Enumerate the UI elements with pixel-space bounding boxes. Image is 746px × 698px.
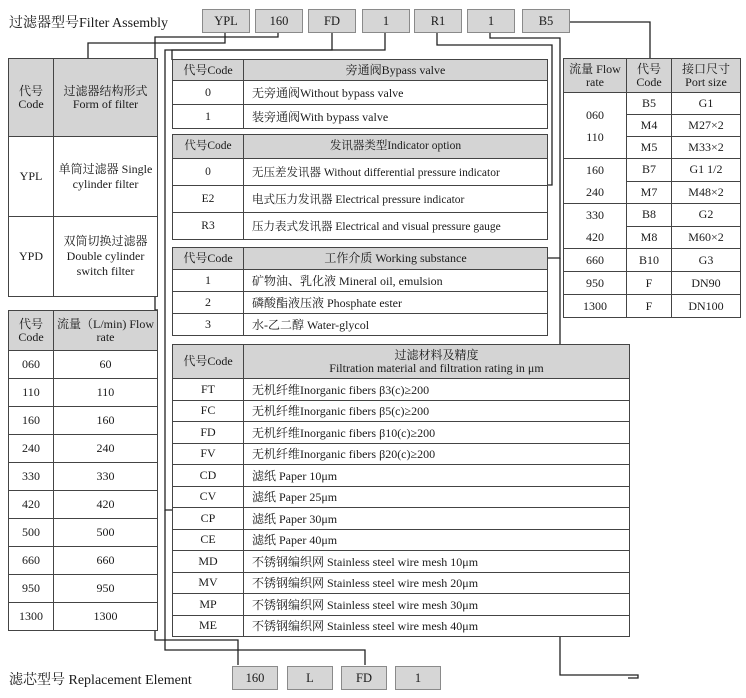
port-header-code: 代号 Code	[627, 59, 672, 93]
material-code: MD	[173, 551, 244, 573]
flow-code: 1300	[9, 603, 54, 631]
table-row	[9, 575, 158, 603]
material-code: FC	[173, 400, 244, 422]
flow-code: 160	[9, 407, 54, 435]
table-row	[9, 217, 158, 297]
material-code: CP	[173, 508, 244, 530]
replacement-code-type: L	[287, 666, 333, 690]
material-desc: 滤纸 Paper 40μm	[244, 529, 630, 551]
port-code: F	[627, 295, 672, 318]
table-row	[173, 270, 548, 292]
port-code: M8	[627, 226, 672, 249]
table-row	[173, 379, 630, 401]
port-size: M33×2	[672, 137, 741, 159]
material-table	[172, 344, 630, 637]
flow-value: 60	[54, 351, 158, 379]
flow-value: 110	[54, 379, 158, 407]
table-row	[173, 508, 630, 530]
form-header-desc: 过滤器结构形式 Form of filter	[54, 59, 158, 137]
table-row	[564, 272, 741, 295]
material-header-code: 代号Code	[173, 345, 244, 379]
code-box-indicator: R1	[414, 9, 462, 33]
material-code: MV	[173, 572, 244, 594]
working-header-code: 代号Code	[173, 248, 244, 270]
flow-code: 950	[9, 575, 54, 603]
material-desc: 滤纸 Paper 10μm	[244, 465, 630, 487]
material-code: ME	[173, 615, 244, 637]
table-row	[9, 435, 158, 463]
port-flow-cell	[564, 295, 627, 318]
table-row	[564, 249, 741, 272]
material-desc: 无机纤维Inorganic fibers β10(c)≥200	[244, 422, 630, 444]
code-box-bypass: 1	[362, 9, 410, 33]
table-row	[173, 105, 548, 129]
flow-value: 660	[54, 547, 158, 575]
port-code: B5	[627, 93, 672, 115]
material-desc: 无机纤维Inorganic fibers β5(c)≥200	[244, 400, 630, 422]
replacement-code-material: FD	[341, 666, 387, 690]
flow-value: 420	[54, 491, 158, 519]
material-header-desc-cn: 过滤材料及精度	[394, 347, 479, 362]
table-row	[173, 400, 630, 422]
port-code: F	[627, 272, 672, 295]
flow-value: 950	[54, 575, 158, 603]
port-flow-cell	[564, 204, 627, 249]
table-row	[173, 443, 630, 465]
material-code: FV	[173, 443, 244, 465]
flow-table	[8, 310, 158, 631]
table-row	[9, 519, 158, 547]
port-flow-cell	[564, 249, 627, 272]
bypass-code: 1	[173, 105, 244, 129]
indicator-table	[172, 134, 548, 240]
material-code: MP	[173, 594, 244, 616]
port-header-flow: 流量 Flow rate	[564, 59, 627, 93]
working-code: 1	[173, 270, 244, 292]
material-code: FD	[173, 422, 244, 444]
table-row	[173, 314, 548, 336]
bypass-code: 0	[173, 81, 244, 105]
indicator-desc: 无压差发讯器 Without differential pressure indicator	[244, 159, 548, 186]
port-size: M60×2	[672, 226, 741, 249]
flow-code: 420	[9, 491, 54, 519]
bypass-desc: 无旁通阀Without bypass valve	[244, 81, 548, 105]
port-size: DN100	[672, 295, 741, 318]
port-code: B8	[627, 204, 672, 227]
table-row	[564, 295, 741, 318]
replacement-title: 滤芯型号 Replacement Element	[9, 673, 192, 688]
form-header-code: 代号 Code	[9, 59, 54, 137]
material-desc: 不锈钢编织网 Stainless steel wire mesh 20μm	[244, 572, 630, 594]
port-flow: 060	[586, 107, 604, 122]
table-row	[173, 159, 548, 186]
indicator-code: E2	[173, 186, 244, 213]
material-code: CD	[173, 465, 244, 487]
flow-value: 160	[54, 407, 158, 435]
port-code: M7	[627, 181, 672, 204]
material-desc: 无机纤维Inorganic fibers β20(c)≥200	[244, 443, 630, 465]
flow-value: 240	[54, 435, 158, 463]
form-desc: 单筒过滤器 Single cylinder filter	[54, 137, 158, 217]
table-row	[9, 547, 158, 575]
material-desc: 不锈钢编织网 Stainless steel wire mesh 40μm	[244, 615, 630, 637]
port-flow: 110	[586, 129, 604, 144]
table-row	[9, 407, 158, 435]
port-header-port: 接口尺寸 Port size	[672, 59, 741, 93]
port-size: M48×2	[672, 181, 741, 204]
indicator-header-code: 代号Code	[173, 135, 244, 159]
material-desc: 不锈钢编织网 Stainless steel wire mesh 10μm	[244, 551, 630, 573]
port-flow: 160	[586, 163, 604, 177]
table-row	[173, 594, 630, 616]
bypass-header-code: 代号Code	[173, 60, 244, 81]
indicator-code: 0	[173, 159, 244, 186]
form-table	[8, 58, 158, 297]
port-size: G2	[672, 204, 741, 227]
bypass-table	[172, 59, 548, 129]
material-desc: 无机纤维Inorganic fibers β3(c)≥200	[244, 379, 630, 401]
working-desc: 磷酸酯液压液 Phosphate ester	[244, 292, 548, 314]
table-row	[173, 615, 630, 637]
code-box-material: FD	[308, 9, 356, 33]
table-row	[9, 603, 158, 631]
port-size: M27×2	[672, 115, 741, 137]
table-row	[9, 137, 158, 217]
flow-code: 660	[9, 547, 54, 575]
port-size: G3	[672, 249, 741, 272]
flow-code: 240	[9, 435, 54, 463]
material-desc: 不锈钢编织网 Stainless steel wire mesh 30μm	[244, 594, 630, 616]
table-row	[564, 204, 741, 227]
table-row	[564, 159, 741, 182]
table-row	[173, 186, 548, 213]
table-row	[9, 491, 158, 519]
bypass-desc: 装旁通阀With bypass valve	[244, 105, 548, 129]
table-row	[173, 572, 630, 594]
table-row	[173, 486, 630, 508]
port-flow: 660	[586, 253, 604, 267]
port-size: G1 1/2	[672, 159, 741, 182]
code-box-working: 1	[467, 9, 515, 33]
working-code: 2	[173, 292, 244, 314]
flow-value: 1300	[54, 603, 158, 631]
port-code: M5	[627, 137, 672, 159]
port-flow-cell	[564, 159, 627, 204]
port-flow-cell	[564, 272, 627, 295]
indicator-code: R3	[173, 213, 244, 240]
working-desc: 矿物油、乳化液 Mineral oil, emulsion	[244, 270, 548, 292]
table-row	[9, 379, 158, 407]
table-row	[173, 213, 548, 240]
port-flow: 950	[586, 276, 604, 290]
flow-code: 330	[9, 463, 54, 491]
material-code: FT	[173, 379, 244, 401]
bypass-header-desc: 旁通阀Bypass valve	[244, 60, 548, 81]
port-flow-cell	[564, 93, 627, 159]
port-flow: 330	[586, 208, 604, 222]
replacement-code-flow: 160	[232, 666, 278, 690]
code-box-form: YPL	[202, 9, 250, 33]
working-header-desc: 工作介质 Working substance	[244, 248, 548, 270]
port-size: G1	[672, 93, 741, 115]
material-desc: 滤纸 Paper 30μm	[244, 508, 630, 530]
table-row	[173, 529, 630, 551]
table-row	[9, 463, 158, 491]
code-box-flow: 160	[255, 9, 303, 33]
table-row	[173, 422, 630, 444]
indicator-desc: 压力表式发讯器 Electrical and visual pressure gauge	[244, 213, 548, 240]
port-code: M4	[627, 115, 672, 137]
material-code: CV	[173, 486, 244, 508]
flow-code: 110	[9, 379, 54, 407]
indicator-header-desc: 发讯器类型Indicator option	[244, 135, 548, 159]
flow-value: 500	[54, 519, 158, 547]
assembly-title: 过滤器型号Filter Assembly	[9, 16, 169, 31]
material-header-desc-en: Filtration material and filtration rating in μm	[329, 360, 544, 375]
table-row	[173, 292, 548, 314]
indicator-desc: 电式压力发讯器 Electrical pressure indicator	[244, 186, 548, 213]
material-code: CE	[173, 529, 244, 551]
port-size: DN90	[672, 272, 741, 295]
code-box-port: B5	[522, 9, 570, 33]
working-desc: 水-乙二醇 Water-glycol	[244, 314, 548, 336]
port-table	[563, 58, 741, 318]
table-row	[9, 351, 158, 379]
table-row	[173, 465, 630, 487]
table-row	[173, 551, 630, 573]
material-header-desc	[244, 345, 630, 379]
port-flow: 1300	[583, 299, 607, 313]
form-code: YPL	[9, 137, 54, 217]
material-desc: 滤纸 Paper 25μm	[244, 486, 630, 508]
port-flow: 420	[586, 230, 604, 244]
form-desc: 双筒切换过滤器 Double cylinder switch filter	[54, 217, 158, 297]
flow-value: 330	[54, 463, 158, 491]
flow-code: 060	[9, 351, 54, 379]
working-table	[172, 247, 548, 336]
flow-header-code: 代号 Code	[9, 311, 54, 351]
flow-header-flow: 流量（L/min) Flow rate	[54, 311, 158, 351]
port-code: B7	[627, 159, 672, 182]
replacement-code-working: 1	[395, 666, 441, 690]
table-row	[173, 81, 548, 105]
flow-code: 500	[9, 519, 54, 547]
form-code: YPD	[9, 217, 54, 297]
port-code: B10	[627, 249, 672, 272]
table-row	[564, 93, 741, 115]
working-code: 3	[173, 314, 244, 336]
port-flow: 240	[586, 185, 604, 199]
